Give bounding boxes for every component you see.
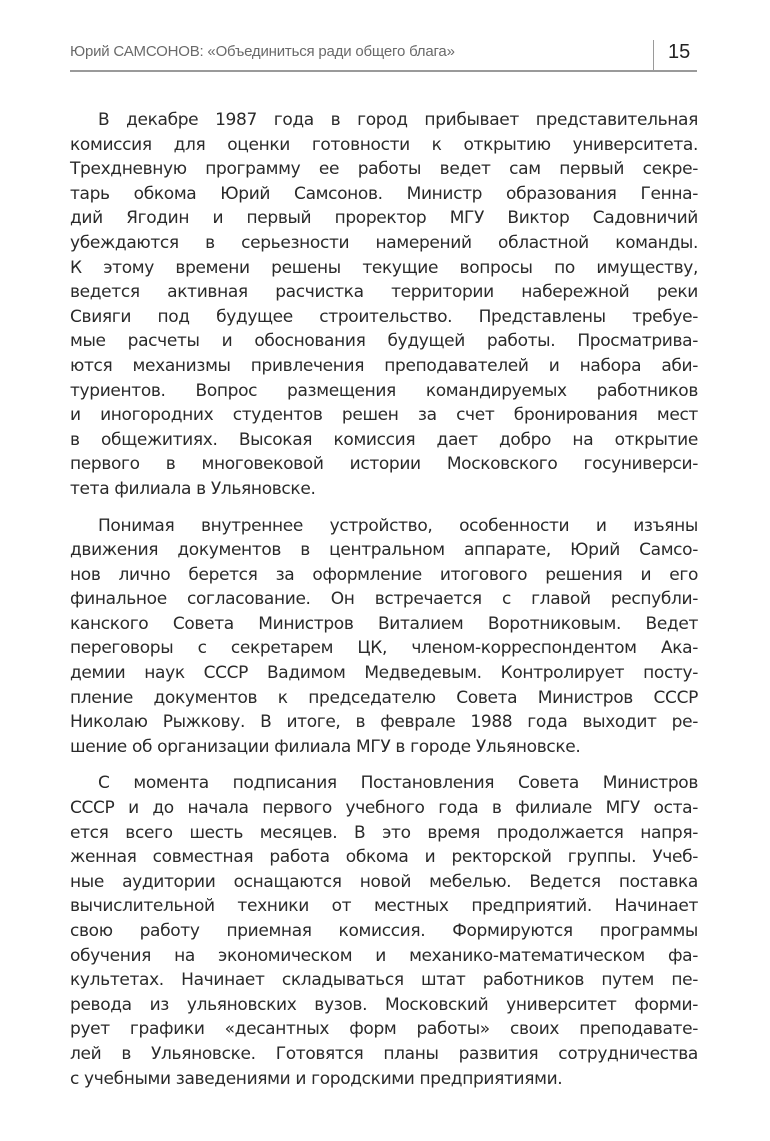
text-line: СССР и до начала первого учебного года в филиале МГУ оста- [70,798,698,819]
text-line: женная совместная работа обкома и ректорской группы. Учеб- [70,847,698,868]
text-line: ревода из ульяновских вузов. Московский университет форми- [70,994,698,1015]
text-line: ется всего шесть месяцев. В это время продолжается напря- [70,822,698,843]
text-line: и иногородних студентов решен за счет бронирования мест [70,405,698,426]
text-line: обучения на экономическом и механико-математическом фа- [70,945,698,966]
text-line: ные аудитории оснащаются новой мебелью. Ведется поставка [70,871,698,892]
text-line: свою работу приемная комиссия. Формируются программы [70,921,698,941]
text-line: Николаю Рыжкову. В итоге, в феврале 1988 года выходит ре- [70,712,698,733]
text-line: лей в Ульяновске. Готовятся планы развития сотрудничества [70,1043,698,1064]
text-line: движения документов в центральном аппарате, Юрий Самсо- [70,540,698,561]
text-line: рует графики «десантных форм работы» своих преподавате- [70,1019,698,1040]
text-line: с учебными заведениями и городскими предприятиями. [70,1068,563,1089]
text-line: Трехдневную программу ее работы ведет сам первый секре- [70,159,698,180]
text-line: переговоры с секретарем ЦК, членом-корреспондентом Ака- [70,638,698,659]
page-number: 15 [668,41,691,63]
text-line: комиссия для оценки готовности к открытию университета. [70,134,698,155]
paragraph [70,771,698,1091]
text-line: тарь обкома Юрий Самсонов. Министр образования Генна- [70,183,698,204]
text-line: ведется активная расчистка территории набережной реки [70,282,698,303]
text-line: демии наук СССР Вадимом Медведевым. Контролирует посту- [70,663,698,684]
text-line: убеждаются в серьезности намерений областной команды. [70,232,698,253]
running-header [70,36,697,72]
text-line: первого в многовековой истории Московского госуниверси- [70,454,698,475]
text-line: канского Совета Министров Виталием Воротниковым. Ведет [70,613,698,634]
text-line: нов лично берется за оформление итогового решения и его [70,564,698,585]
text-line: К этому времени решены текущие вопросы по имуществу, [70,257,698,278]
text-line: финальное согласование. Он встречается с главой республи- [70,589,698,610]
text-line: в общежитиях. Высокая комиссия дает добро на открытие [70,429,698,450]
text-line: ются механизмы привлечения преподавателей и набора аби- [70,355,698,376]
text-line: вычислительной техники от местных предприятий. Начинает [70,896,698,917]
running-header-title: Юрий САМСОНОВ: «Объединиться ради общего блага» [70,43,455,60]
text-line: Свияги под будущее строительство. Представлены требуе- [70,306,698,327]
text-line: Понимая внутреннее устройство, особенности и изъяны [98,515,698,536]
paragraph [70,514,698,760]
text-line: мые расчеты и обоснования будущей работы. Просматрива- [70,331,698,352]
text-line: С момента подписания Постановления Совета Министров [98,773,698,794]
text-line: пление документов к председателю Совета Министров СССР [70,687,698,708]
text-line: дий Ягодин и первый проректор МГУ Виктор Садовничий [70,208,698,229]
text-line: В декабре 1987 года в город прибывает представительная [98,110,698,130]
header-separator [653,40,654,70]
paragraph [70,108,698,502]
text-line: культетах. Начинает складываться штат работников путем пе- [70,970,698,991]
text-line: шение об организации филиала МГУ в городе Ульяновске. [70,736,581,757]
text-line: тета филиала в Ульяновске. [70,478,316,499]
body-text [70,108,698,1103]
text-line: туриентов. Вопрос размещения командируемых работников [70,380,698,401]
